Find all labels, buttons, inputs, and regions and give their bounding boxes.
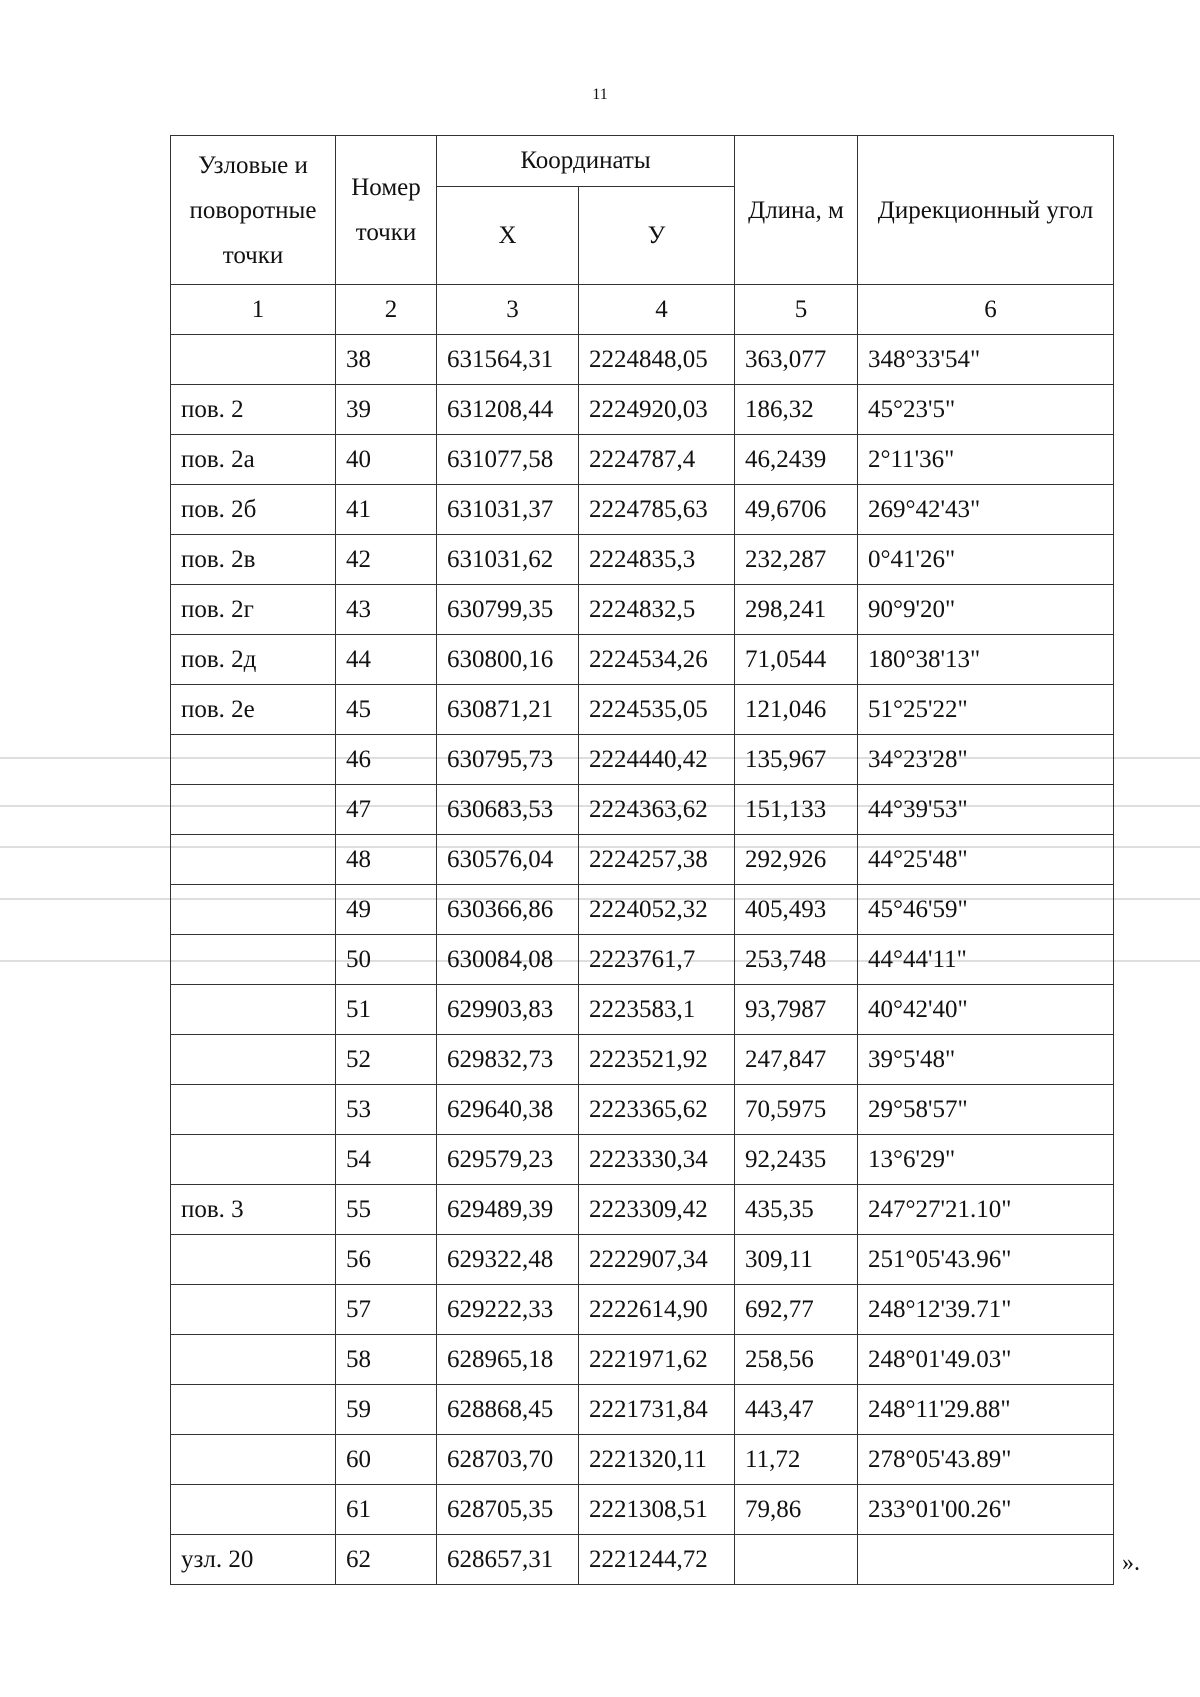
cell-x: 631077,58 <box>437 435 579 485</box>
cell-length: 71,0544 <box>735 635 858 685</box>
cell-point-number: 58 <box>336 1335 437 1385</box>
cell-point-name: узл. 20 <box>171 1535 336 1585</box>
cell-point-name <box>171 1085 336 1135</box>
cell-point-number: 62 <box>336 1535 437 1585</box>
table-row <box>171 1235 1114 1285</box>
column-number: 5 <box>735 285 858 335</box>
column-number: 3 <box>437 285 579 335</box>
cell-x: 628965,18 <box>437 1335 579 1385</box>
cell-x: 629322,48 <box>437 1235 579 1285</box>
table-row <box>171 485 1114 535</box>
cell-length: 93,7987 <box>735 985 858 1035</box>
header-x: X <box>437 187 579 285</box>
header-y: У <box>579 187 735 285</box>
cell-point-name <box>171 885 336 935</box>
cell-point-number: 53 <box>336 1085 437 1135</box>
cell-y: 2222907,34 <box>579 1235 735 1285</box>
cell-angle: 44°39'53" <box>858 785 1114 835</box>
cell-point-name: пов. 2а <box>171 435 336 485</box>
header-point-number: Номер точки <box>336 136 437 285</box>
cell-y: 2224257,38 <box>579 835 735 885</box>
cell-point-number: 49 <box>336 885 437 935</box>
table-row <box>171 1035 1114 1085</box>
column-number-row <box>171 285 1114 335</box>
cell-y: 2223330,34 <box>579 1135 735 1185</box>
cell-y: 2224835,3 <box>579 535 735 585</box>
table-row <box>171 535 1114 585</box>
cell-x: 629222,33 <box>437 1285 579 1335</box>
cell-x: 630799,35 <box>437 585 579 635</box>
cell-y: 2223309,42 <box>579 1185 735 1235</box>
cell-angle: 180°38'13" <box>858 635 1114 685</box>
table-row <box>171 785 1114 835</box>
cell-length: 186,32 <box>735 385 858 435</box>
cell-angle: 348°33'54" <box>858 335 1114 385</box>
cell-angle: 269°42'43" <box>858 485 1114 535</box>
cell-length: 151,133 <box>735 785 858 835</box>
cell-angle: 0°41'26" <box>858 535 1114 585</box>
table-row <box>171 1185 1114 1235</box>
table-row <box>171 1285 1114 1335</box>
table-row <box>171 1335 1114 1385</box>
cell-x: 629579,23 <box>437 1135 579 1185</box>
cell-y: 2224920,03 <box>579 385 735 435</box>
cell-point-number: 47 <box>336 785 437 835</box>
table-row <box>171 1085 1114 1135</box>
cell-point-name: пов. 2г <box>171 585 336 635</box>
cell-x: 631031,62 <box>437 535 579 585</box>
table-row <box>171 735 1114 785</box>
cell-point-number: 54 <box>336 1135 437 1185</box>
cell-angle: 248°12'39.71" <box>858 1285 1114 1335</box>
cell-point-number: 45 <box>336 685 437 735</box>
cell-point-number: 51 <box>336 985 437 1035</box>
cell-point-number: 50 <box>336 935 437 985</box>
cell-angle: 45°46'59" <box>858 885 1114 935</box>
cell-point-number: 60 <box>336 1435 437 1485</box>
cell-x: 628703,70 <box>437 1435 579 1485</box>
table-row <box>171 635 1114 685</box>
cell-angle: 44°44'11" <box>858 935 1114 985</box>
cell-point-number: 43 <box>336 585 437 635</box>
cell-point-number: 46 <box>336 735 437 785</box>
cell-x: 630366,86 <box>437 885 579 935</box>
header-length: Длина, м <box>735 136 858 285</box>
cell-point-name <box>171 1435 336 1485</box>
cell-point-name <box>171 985 336 1035</box>
cell-point-number: 56 <box>336 1235 437 1285</box>
cell-y: 2221308,51 <box>579 1485 735 1535</box>
cell-length: 309,11 <box>735 1235 858 1285</box>
column-number: 6 <box>858 285 1114 335</box>
cell-point-name <box>171 1135 336 1185</box>
cell-length: 92,2435 <box>735 1135 858 1185</box>
cell-angle: 44°25'48" <box>858 835 1114 885</box>
cell-length: 49,6706 <box>735 485 858 535</box>
cell-y: 2221971,62 <box>579 1335 735 1385</box>
cell-x: 631564,31 <box>437 335 579 385</box>
cell-point-name <box>171 835 336 885</box>
cell-y: 2221731,84 <box>579 1385 735 1435</box>
cell-angle: 248°11'29.88" <box>858 1385 1114 1435</box>
cell-point-number: 59 <box>336 1385 437 1435</box>
cell-length: 79,86 <box>735 1485 858 1535</box>
cell-angle: 13°6'29" <box>858 1135 1114 1185</box>
table-row <box>171 385 1114 435</box>
cell-point-name: пов. 2е <box>171 685 336 735</box>
cell-y: 2224535,05 <box>579 685 735 735</box>
cell-angle: 40°42'40" <box>858 985 1114 1035</box>
table-row <box>171 885 1114 935</box>
cell-point-number: 42 <box>336 535 437 585</box>
cell-length: 11,72 <box>735 1435 858 1485</box>
cell-angle: 45°23'5" <box>858 385 1114 435</box>
cell-x: 631208,44 <box>437 385 579 435</box>
cell-angle: 233°01'00.26" <box>858 1485 1114 1535</box>
cell-point-name <box>171 1385 336 1435</box>
cell-point-name <box>171 335 336 385</box>
cell-angle: 51°25'22" <box>858 685 1114 735</box>
cell-x: 630871,21 <box>437 685 579 735</box>
cell-y: 2224534,26 <box>579 635 735 685</box>
cell-angle: 90°9'20" <box>858 585 1114 635</box>
cell-y: 2224363,62 <box>579 785 735 835</box>
cell-angle <box>858 1535 1114 1585</box>
cell-point-number: 41 <box>336 485 437 535</box>
cell-point-name: пов. 2 <box>171 385 336 435</box>
cell-angle: 34°23'28" <box>858 735 1114 785</box>
cell-length: 70,5975 <box>735 1085 858 1135</box>
cell-x: 628705,35 <box>437 1485 579 1535</box>
cell-point-number: 40 <box>336 435 437 485</box>
column-number: 2 <box>336 285 437 335</box>
cell-x: 629832,73 <box>437 1035 579 1085</box>
cell-y: 2224052,32 <box>579 885 735 935</box>
table-row <box>171 835 1114 885</box>
cell-length: 247,847 <box>735 1035 858 1085</box>
cell-x: 630795,73 <box>437 735 579 785</box>
cell-point-name <box>171 935 336 985</box>
cell-y: 2224832,5 <box>579 585 735 635</box>
cell-x: 628657,31 <box>437 1535 579 1585</box>
cell-point-number: 55 <box>336 1185 437 1235</box>
cell-point-number: 48 <box>336 835 437 885</box>
cell-x: 631031,37 <box>437 485 579 535</box>
cell-angle: 251°05'43.96" <box>858 1235 1114 1285</box>
cell-point-name: пов. 2д <box>171 635 336 685</box>
cell-point-name <box>171 1485 336 1535</box>
cell-length: 121,046 <box>735 685 858 735</box>
column-number: 1 <box>171 285 336 335</box>
cell-point-name: пов. 3 <box>171 1185 336 1235</box>
cell-point-name <box>171 1235 336 1285</box>
cell-x: 629903,83 <box>437 985 579 1035</box>
page-number: 11 <box>592 86 608 103</box>
cell-length: 298,241 <box>735 585 858 635</box>
cell-x: 630084,08 <box>437 935 579 985</box>
header-direction-angle: Дирекционный угол <box>858 136 1114 285</box>
cell-angle: 2°11'36" <box>858 435 1114 485</box>
cell-angle: 278°05'43.89" <box>858 1435 1114 1485</box>
cell-length: 363,077 <box>735 335 858 385</box>
coordinates-table <box>170 135 1114 1585</box>
cell-length: 135,967 <box>735 735 858 785</box>
table-row <box>171 1135 1114 1185</box>
cell-y: 2221244,72 <box>579 1535 735 1585</box>
cell-point-name <box>171 1285 336 1335</box>
table-row <box>171 685 1114 735</box>
cell-length <box>735 1535 858 1585</box>
cell-y: 2224787,4 <box>579 435 735 485</box>
table-row <box>171 1535 1114 1585</box>
table-row <box>171 1435 1114 1485</box>
cell-point-name <box>171 785 336 835</box>
cell-y: 2221320,11 <box>579 1435 735 1485</box>
header-coordinates: Координаты <box>437 136 735 187</box>
cell-y: 2223521,92 <box>579 1035 735 1085</box>
cell-point-name: пов. 2в <box>171 535 336 585</box>
cell-length: 232,287 <box>735 535 858 585</box>
cell-point-name <box>171 1035 336 1085</box>
cell-y: 2224785,63 <box>579 485 735 535</box>
cell-length: 258,56 <box>735 1335 858 1385</box>
cell-length: 435,35 <box>735 1185 858 1235</box>
table-row <box>171 335 1114 385</box>
table-row <box>171 1385 1114 1435</box>
cell-angle: 29°58'57" <box>858 1085 1114 1135</box>
column-number: 4 <box>579 285 735 335</box>
closing-quote: ». <box>1122 1550 1140 1576</box>
cell-length: 692,77 <box>735 1285 858 1335</box>
cell-length: 405,493 <box>735 885 858 935</box>
cell-point-name: пов. 2б <box>171 485 336 535</box>
cell-point-number: 44 <box>336 635 437 685</box>
cell-x: 629489,39 <box>437 1185 579 1235</box>
cell-point-number: 38 <box>336 335 437 385</box>
cell-length: 253,748 <box>735 935 858 985</box>
cell-y: 2223761,7 <box>579 935 735 985</box>
cell-length: 443,47 <box>735 1385 858 1435</box>
cell-x: 629640,38 <box>437 1085 579 1135</box>
cell-y: 2224848,05 <box>579 335 735 385</box>
cell-point-number: 39 <box>336 385 437 435</box>
table-row <box>171 1485 1114 1535</box>
cell-point-number: 52 <box>336 1035 437 1085</box>
table-row <box>171 935 1114 985</box>
cell-angle: 39°5'48" <box>858 1035 1114 1085</box>
cell-y: 2222614,90 <box>579 1285 735 1335</box>
cell-angle: 248°01'49.03" <box>858 1335 1114 1385</box>
cell-x: 630683,53 <box>437 785 579 835</box>
table-row <box>171 435 1114 485</box>
cell-y: 2224440,42 <box>579 735 735 785</box>
cell-point-name <box>171 735 336 785</box>
cell-point-number: 61 <box>336 1485 437 1535</box>
cell-x: 630576,04 <box>437 835 579 885</box>
cell-length: 46,2439 <box>735 435 858 485</box>
cell-point-number: 57 <box>336 1285 437 1335</box>
table-row <box>171 585 1114 635</box>
cell-x: 628868,45 <box>437 1385 579 1435</box>
header-points: Узловые и поворотные точки <box>171 136 336 285</box>
cell-y: 2223365,62 <box>579 1085 735 1135</box>
cell-y: 2223583,1 <box>579 985 735 1035</box>
cell-length: 292,926 <box>735 835 858 885</box>
cell-angle: 247°27'21.10" <box>858 1185 1114 1235</box>
cell-point-name <box>171 1335 336 1385</box>
cell-x: 630800,16 <box>437 635 579 685</box>
table-row <box>171 985 1114 1035</box>
